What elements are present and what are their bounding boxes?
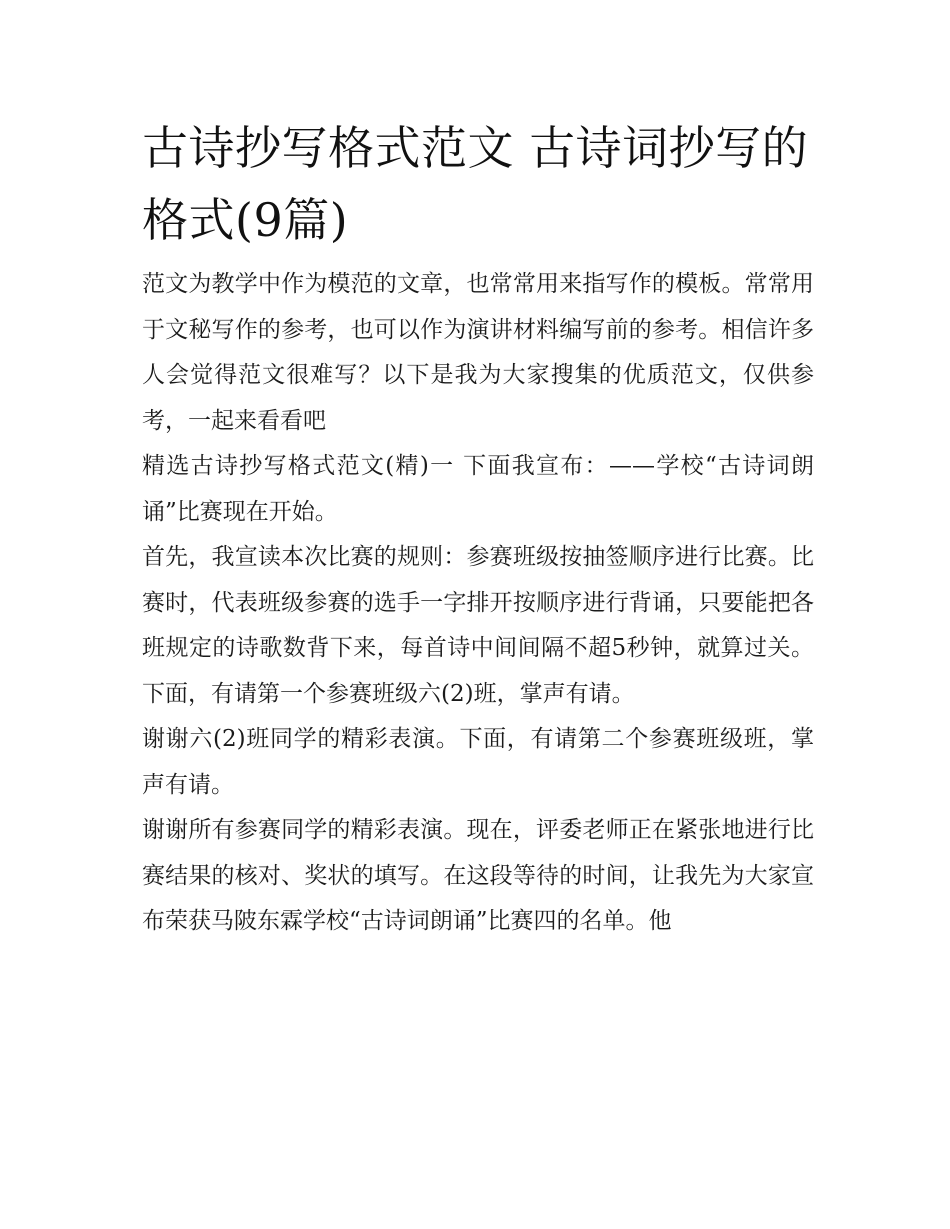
document-title: 古诗抄写格式范文 古诗词抄写的格式(9篇) bbox=[142, 121, 809, 247]
document-body bbox=[142, 112, 814, 945]
paragraph-second-class: 谢谢六(2)班同学的精彩表演。下面，有请第二个参赛班级班，掌声有请。 bbox=[142, 726, 814, 798]
paragraph-announcement: 精选古诗抄写格式范文(精)一 下面我宣布：——学校“古诗词朗诵”比赛现在开始。 bbox=[142, 453, 814, 525]
paragraph-intro: 范文为教学中作为模范的文章，也常常用来指写作的模板。常常用于文秘写作的参考，也可以作为演讲材料编写前的参考。相信许多人会觉得范文很难写？以下是我为大家搜集的优质范文，仅供参考，一起来看看吧 bbox=[142, 271, 814, 434]
paragraph-rules: 首先，我宣读本次比赛的规则：参赛班级按抽签顺序进行比赛。比赛时，代表班级参赛的选手一字排开按顺序进行背诵，只要能把各班规定的诗歌数背下来，每首诗中间间隔不超5秒钟，就算过关。下面，有请第一个参赛班级六(2)班，掌声有请。 bbox=[142, 544, 814, 707]
paragraph-results: 谢谢所有参赛同学的精彩表演。现在，评委老师正在紧张地进行比赛结果的核对、奖状的填写。在这段等待的时间，让我先为大家宣布荣获马陂东霖学校“古诗词朗诵”比赛四的名单。他 bbox=[142, 817, 814, 934]
